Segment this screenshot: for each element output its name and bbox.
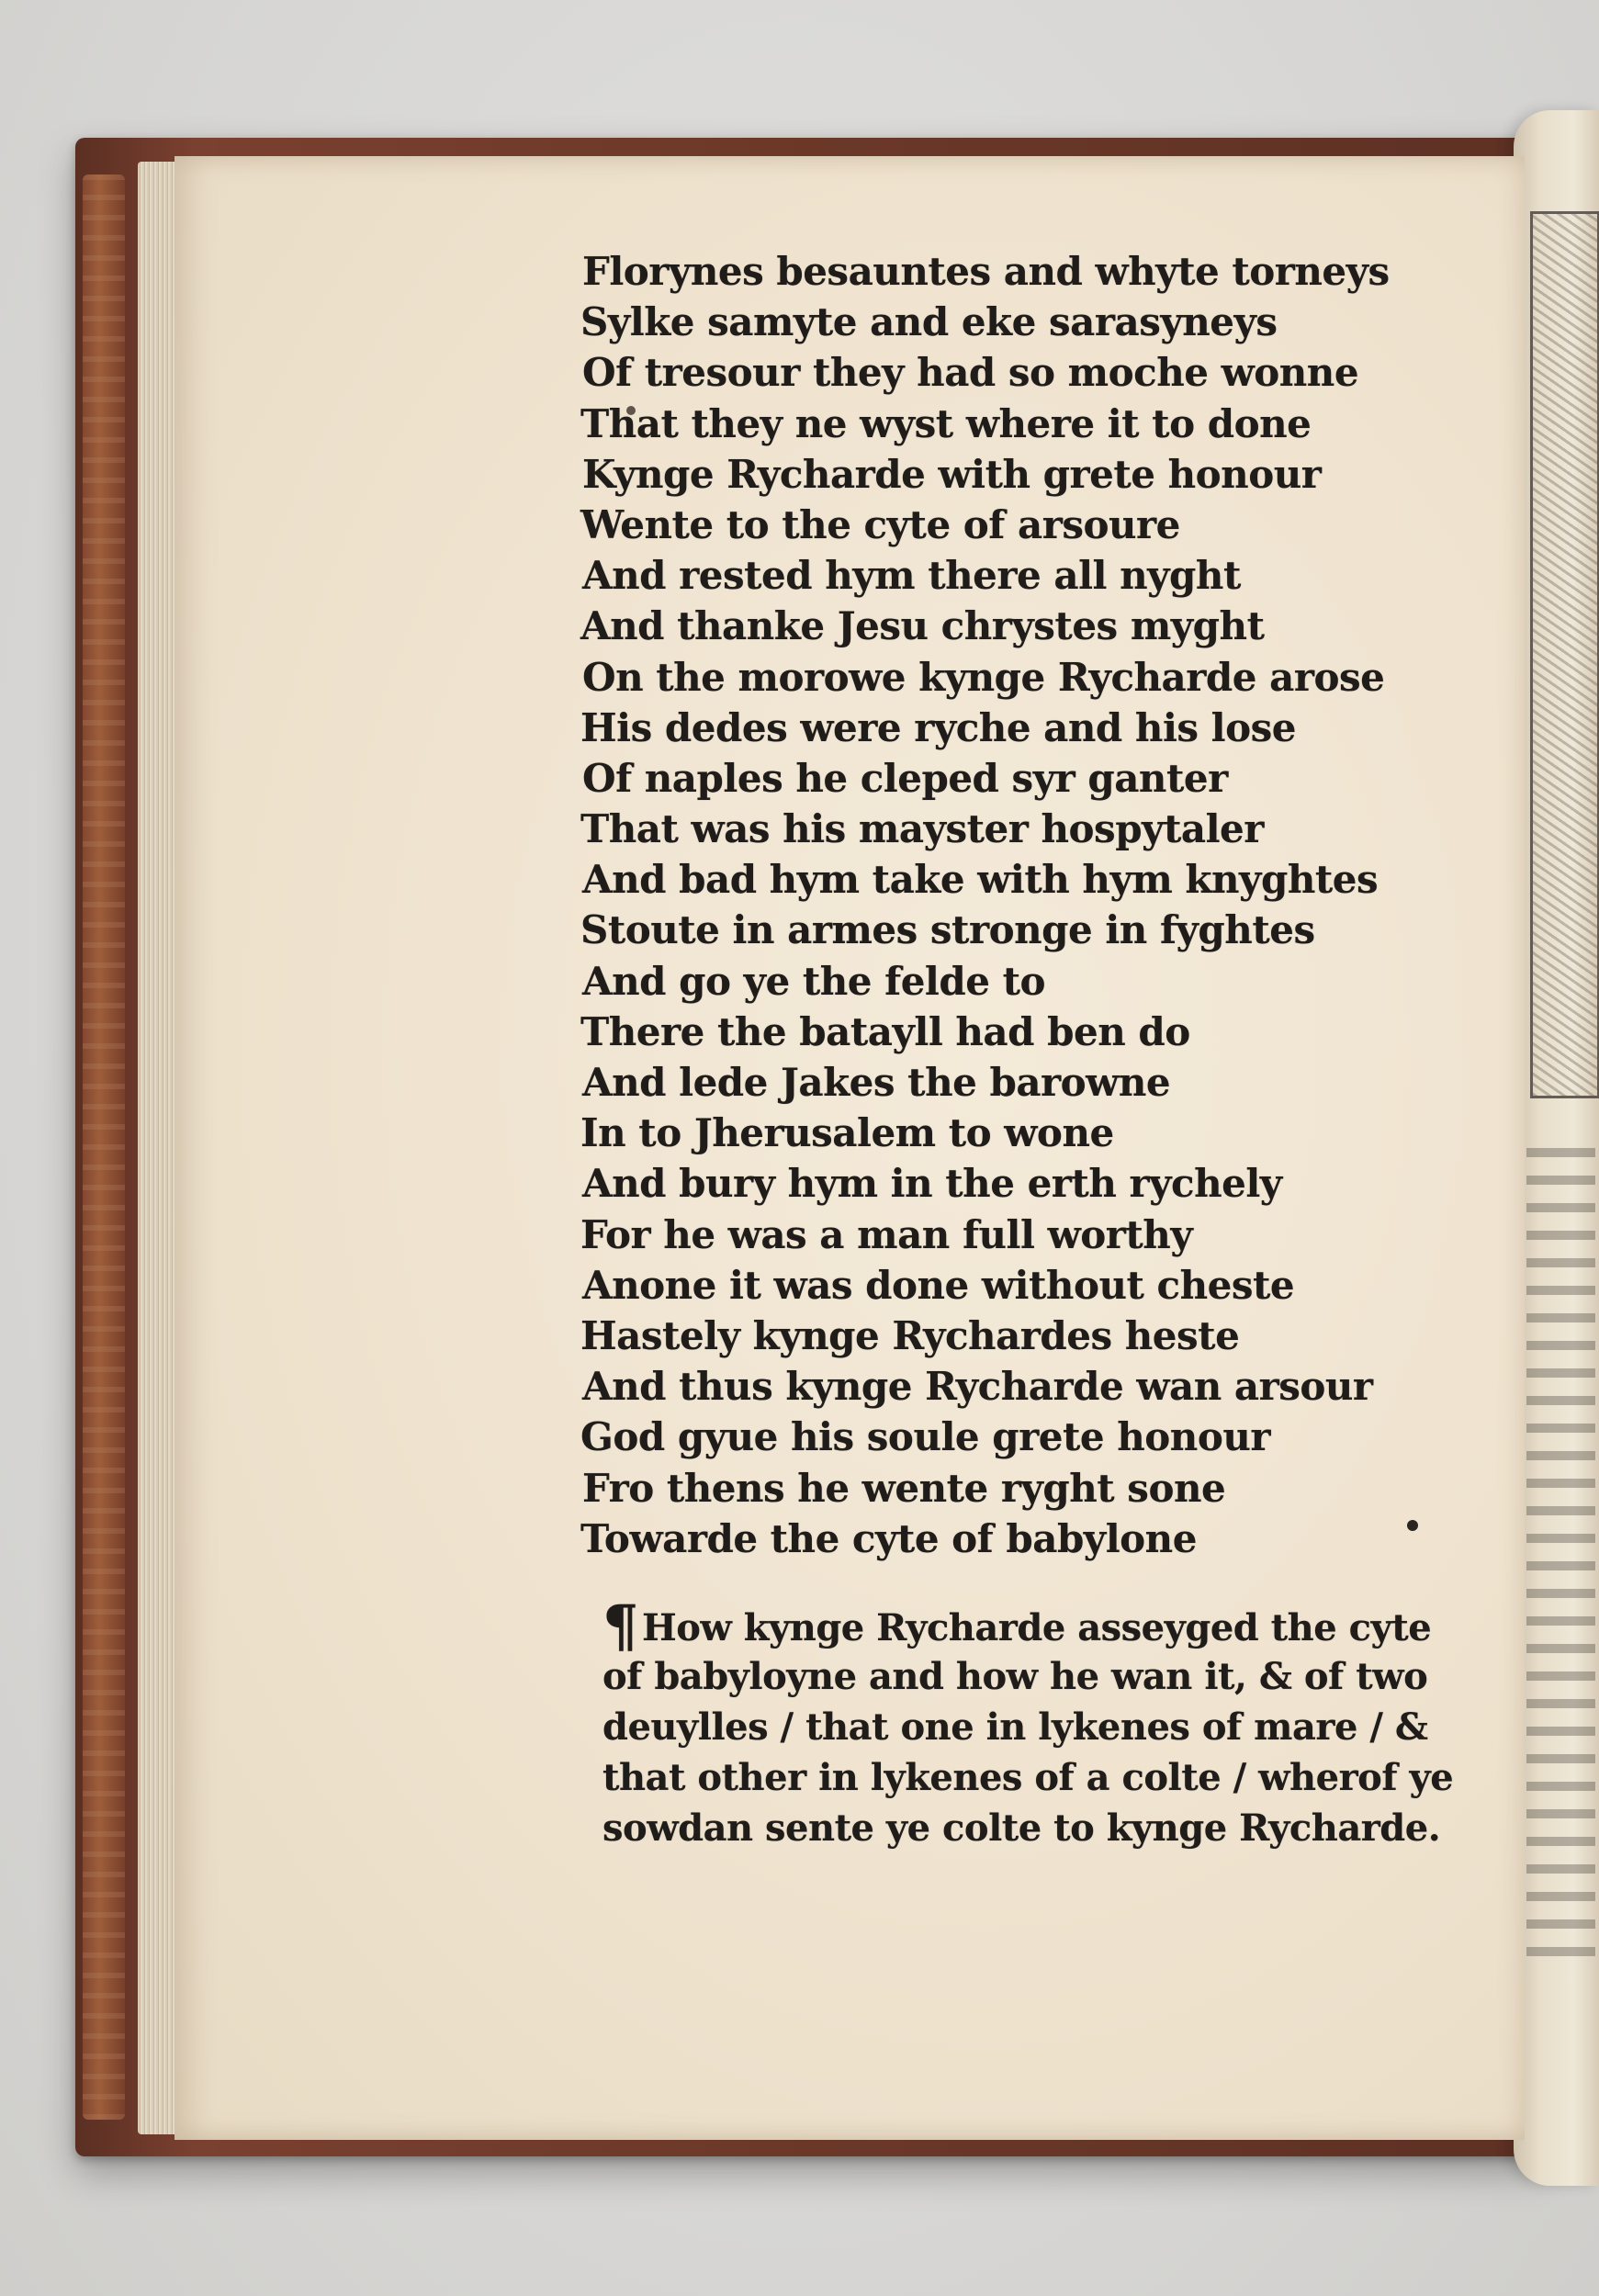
heading-line: that other in lykenes of a colte / wherof ye (602, 1755, 1454, 1799)
verse-line: Kynge Rycharde with grete honour (582, 451, 1322, 497)
verse-line: And lede Jakes the barowne (582, 1060, 1171, 1105)
verse-line: That was his mayster hospytaler (580, 806, 1264, 852)
verse-line: In to Jherusalem to wone (580, 1110, 1114, 1156)
heading-text: How kynge Rycharde asseyged the cyte (641, 1605, 1432, 1649)
verse-line: And go ye the felde to (582, 958, 1046, 1004)
chapter-heading (580, 1592, 1481, 1853)
next-page-curl (1514, 110, 1599, 2186)
verse-line: And bury hym in the erth rychely (582, 1161, 1282, 1207)
woodcut-illustration (1530, 211, 1599, 1098)
verse-line: His dedes were ryche and his lose (580, 704, 1297, 750)
next-page-text-fragment (1526, 1148, 1595, 1975)
verse-line: Stoute in armes stronge in fyghtes (580, 907, 1315, 953)
verse-line: God gyue his soule grete honour (580, 1414, 1270, 1460)
verse-line: And bad hym take with hym knyghtes (582, 857, 1379, 903)
heading-line: deuylles / that one in lykenes of mare / & (602, 1705, 1428, 1749)
verse-line: Florynes besauntes and whyte torneys (582, 249, 1390, 294)
verse-line: And rested hym there all nyght (582, 553, 1241, 599)
verse-line: Of tresour they had so moche wonne (582, 350, 1359, 396)
verse-line: There the batayll had ben do (580, 1008, 1190, 1054)
heading-line: sowdan sente ye colte to kynge Rycharde. (602, 1806, 1441, 1850)
verse-line: Wente to the cyte of arsoure (580, 501, 1180, 547)
section-gap (580, 1564, 1481, 1601)
printed-text-block (580, 246, 1481, 1853)
verse-section (580, 246, 1481, 1564)
verse-line: Anone it was done without cheste (582, 1262, 1295, 1308)
verse-line: Sylke samyte and eke sarasyneys (580, 299, 1278, 345)
verse-line: Fro thens he wente ryght sone (582, 1465, 1226, 1511)
verse-line: That they ne wyst where it to done (580, 400, 1312, 446)
pilcrow-mark: ¶ (602, 1592, 638, 1660)
verse-line: And thanke Jesu chrystes myght (580, 603, 1265, 649)
verse-line: Towarde the cyte of babylone (580, 1515, 1197, 1561)
verse-line: And thus kynge Rycharde wan arsour (582, 1364, 1373, 1410)
heading-line: of babyloyne and how he wan it, & of two (602, 1654, 1428, 1698)
printer-dot-mark (1407, 1520, 1418, 1531)
heading-line (580, 1592, 1481, 1660)
verse-line: Of naples he cleped syr ganter (582, 755, 1228, 801)
verse-line: For he was a man full worthy (580, 1211, 1193, 1257)
verse-line: Hastely kynge Rychardes heste (580, 1312, 1240, 1358)
verse-line: On the morowe kynge Rycharde arose (582, 654, 1385, 700)
